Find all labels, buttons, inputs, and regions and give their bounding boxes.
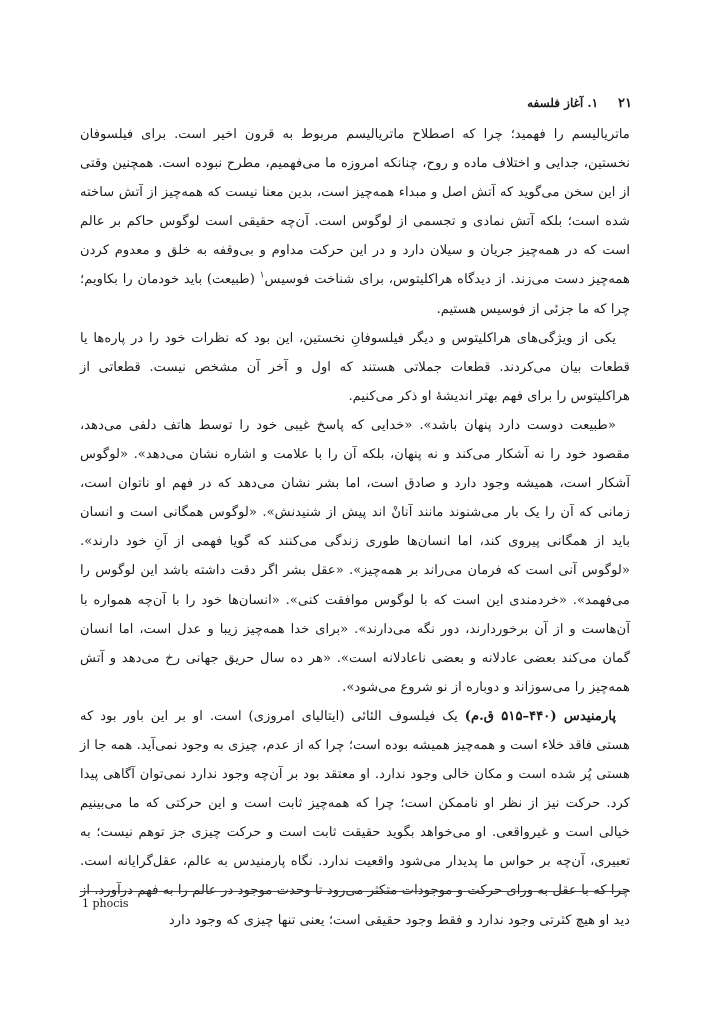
paragraph-heraclitus-logos (80, 120, 630, 324)
paragraph-text: یک فیلسوف الئائی (ایتالیای امروزی) است. او بر این باور بود که هستی فاقد خلاء است و همه‌چیز همیشه بوده است؛ چرا که از عدم، چیزی به وجود نمی‌آید. همه جا از هستی پُر شده است و مکان خالی وجود ندارد. او معتقد بود بر آن‌چه وجود ندارد نمی‌توان آگاهی پیدا کرد. حرکت نیز از نظر او ناممکن است؛ چرا که همه‌چیز ثابت است و این حرکتی که ما می‌بینیم خیالی است و غیرواقعی. او می‌خواهد بگوید حقیقت ثابت است و حرکت چیزی جز توهم نیست؛ به تعبیری، آن‌چه بر حواس ما پدیدار می‌شود واقعیت ندارد. نگاه پارمنیدس به عالم، عقل‌گرایانه است. چرا که با عقل به ورای حرکت و موجودات متکثر می‌رود تا وحدت موجود در عالم را به فهم درآورد. از دید او هیچ کثرتی وجود ندارد و فقط وجود حقیقی است؛ یعنی تنها چیزی که وجود دارد (80, 708, 630, 928)
page-number: ۲۱ (618, 95, 632, 111)
footnote-reference: ۱ (259, 271, 265, 282)
paragraph-heraclitus-fragments (80, 411, 630, 702)
paragraph-fragments-intro (80, 324, 630, 411)
paragraph-text: «طبیعت دوست دارد پنهان باشد». «خدایی که پاسخ غیبی خود را توسط هاتف دلفی می‌دهد، مقصود خود را نه آشکار می‌کند و نه پنهان، بلکه آن را با علامت و اشاره نشان می‌دهد». «لوگوس آشکار است، همیشه وجود دارد و صادق است، اما بشر نشان می‌دهد که در فهم او ناتوان است، زمانی که آن را یک بار می‌شنوند مانند آنانْ اند پیش از شنیدنش». «لوگوس همگانی است و انسان باید از همگانی پیروی کند، اما انسان‌ها طوری زندگی می‌کنند که گویا فهمی از آنِ خود دارند». «لوگوس آنی است که فرمان می‌راند بر همه‌چیز». «عقل بشر اگر دقت داشته باشد این لوگوس را می‌فهمد». «خردمندی این است که با لوگوس موافقت کنی». «انسان‌ها خود را با آن‌چه همواره با آن‌هاست و از آن برخوردارند، دور نگه می‌دارند». «برای خدا همه‌چیز زیبا و عدل است، اما انسان گمان می‌کند بعضی عادلانه و بعضی ناعادلانه است». «هر ده سال حریق جهانی رخ می‌دهد و آتش همه‌چیز را می‌سوزاند و دوباره از نو شروع می‌شود». (80, 417, 630, 695)
paragraph-text: یکی از ویژگی‌های هراکلیتوس و دیگر فیلسوفانِ نخستین، این بود که نظرات خود را در پاره‌ها یا قطعات بیان می‌کردند. قطعات جملاتی هستند که اول و آخر آن مشخص نیست. قطعاتی از هراکلیتوس را برای فهم بهتر اندیشهٔ او ذکر می‌کنیم. (80, 330, 630, 404)
parmenides-heading: پارمنیدس (۴۴۰–۵۱۵ ق.م) (464, 708, 617, 724)
footnote: 1 phocis (82, 897, 129, 910)
chapter-title: ۱. آغاز فلسفه (527, 96, 599, 110)
paragraph-text-continued: (طبیعت) باید خودمان را بکاویم؛ چرا که ما جزئی از فوسیس هستیم. (80, 272, 630, 317)
paragraph-parmenides (80, 702, 630, 935)
body-text (80, 120, 630, 935)
running-header (78, 92, 632, 114)
footnote-divider (80, 891, 630, 892)
paragraph-text: ماتریالیسم را فهمید؛ چرا که اصطلاح ماتریالیسم مربوط به قرون اخیر است. برای فیلسوفان نخستین، جدایی و اختلاف ماده و روح، چنانکه امروزه ما می‌فهمیم، مطرح نبوده است. همچنین وقتی از این سخن می‌گوید که آتش اصل و مبداء همه‌چیز است، بدین معنا نیست که همه‌چیز از آتش ساخته شده است؛ بلکه آتش نمادی و تجسمی از لوگوس است. آن‌چه حقیقی است لوگوس حاکم بر عالم است که در همه‌چیز جریان و سیلان دارد و در این حرکت مداوم و بی‌وقفه به خلق و معدوم کردن همه‌چیز دست می‌زند. از دیدگاه هراکلیتوس، برای شناخت فوسیس (80, 127, 630, 288)
